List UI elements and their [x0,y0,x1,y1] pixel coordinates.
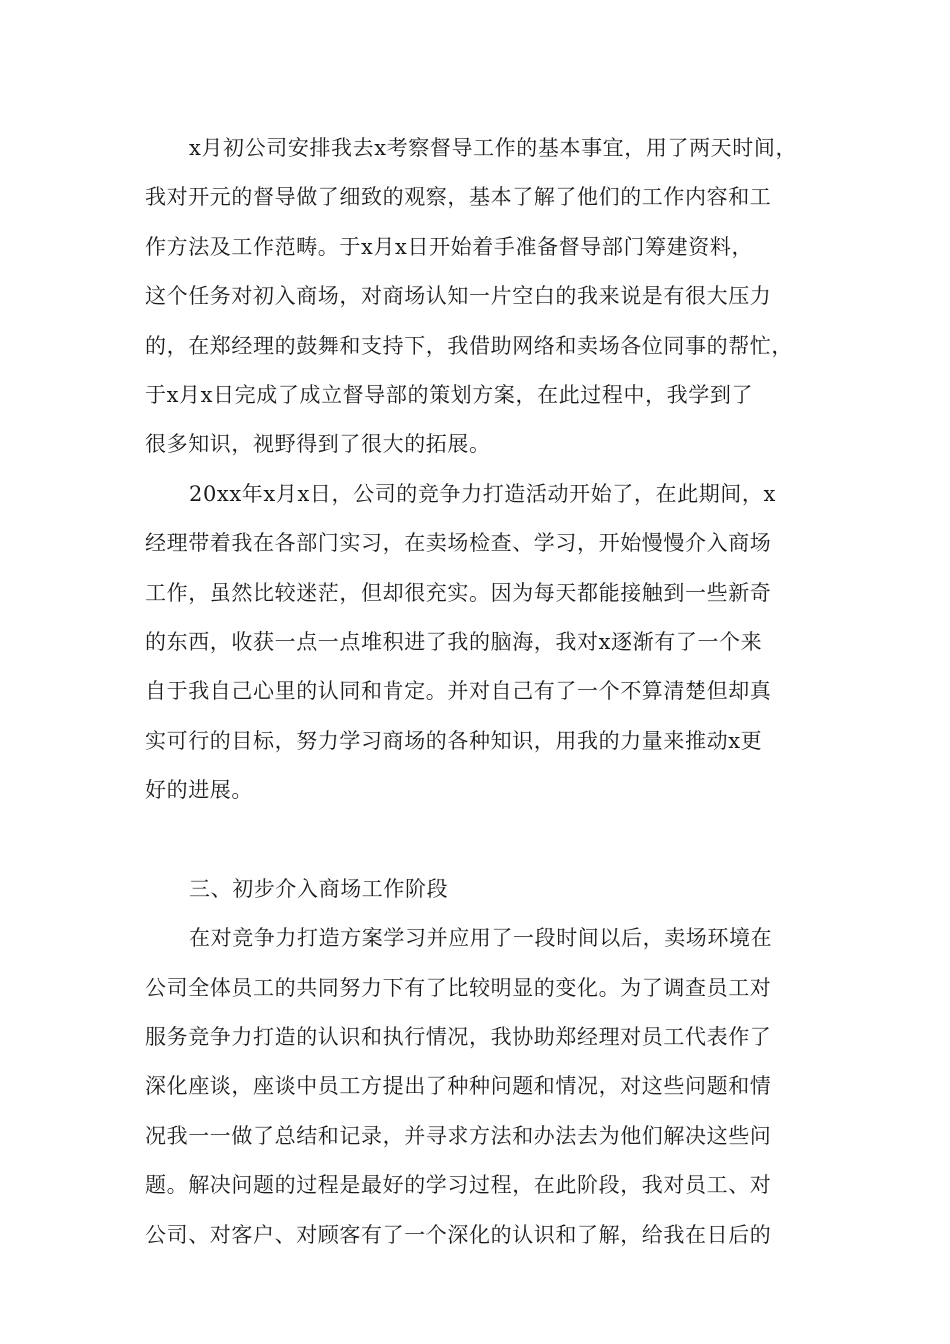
section-heading [145,865,811,914]
text-line: 深化座谈，座谈中员工方提出了种种问题和情况，对这些问题和情 [145,1074,772,1099]
text-line: 在对竞争力打造方案学习并应用了一段时间以后，卖场环境在 [189,926,773,951]
paragraph-3 [145,914,811,1260]
text-line: x月初公司安排我去x考察督导工作的基本事宜，用了两天时间， [189,136,798,160]
text-line: 况我一一做了总结和记录，并寻求方法和办法去为他们解决这些问 [145,1123,772,1148]
paragraph-1 [145,124,811,470]
text-line [145,815,811,864]
section-heading-text: 三、初步介入商场工作阶段 [189,876,449,901]
text-line: 于x月x日完成了成立督导部的策划方案，在此过程中，我学到了 [145,382,754,407]
text-line: 服务竞争力打造的认识和执行情况，我协助郑经理对员工代表作了 [145,1025,772,1050]
text-line: 自于我自己心里的认同和肯定。并对自己有了一个不算清楚但却真 [145,679,772,704]
text-line: 作方法及工作范畴。于x月x日开始着手准备督导部门筹建资料， [145,234,754,259]
text-line: 工作，虽然比较迷茫，但却很充实。因为每天都能接触到一些新奇 [145,580,772,605]
text-line: 我对开元的督导做了细致的观察，基本了解了他们的工作内容和工 [145,185,772,210]
text-line: 20xx年x月x日，公司的竞争力打造活动开始了，在此期间，x [189,481,776,506]
text-line: 公司、对客户、对顾客有了一个深化的认识和了解，给我在日后的 [145,1222,772,1247]
text-line: 的，在郑经理的鼓舞和支持下，我借助网络和卖场各位同事的帮忙， [145,333,793,358]
text-line: 实可行的目标，努力学习商场的各种知识，用我的力量来推动x更 [145,728,763,753]
text-line: 题。解决问题的过程是最好的学习过程，在此阶段，我对员工、对 [145,1173,772,1198]
text-line: 这个任务对初入商场，对商场认知一片空白的我来说是有很大压力 [145,284,772,309]
text-line: 的东西，收获一点一点堆积进了我的脑海，我对x逐渐有了一个来 [145,629,763,654]
text-line: 很多知识，视野得到了很大的拓展。 [145,432,491,457]
paragraph-2 [145,470,811,865]
document-body [145,124,811,1260]
text-line: 公司全体员工的共同努力下有了比较明显的变化。为了调查员工对 [145,975,772,1000]
text-line: 好的进展。 [145,778,253,803]
text-line: 经理带着我在各部门实习，在卖场检查、学习，开始慢慢介入商场 [145,531,772,556]
